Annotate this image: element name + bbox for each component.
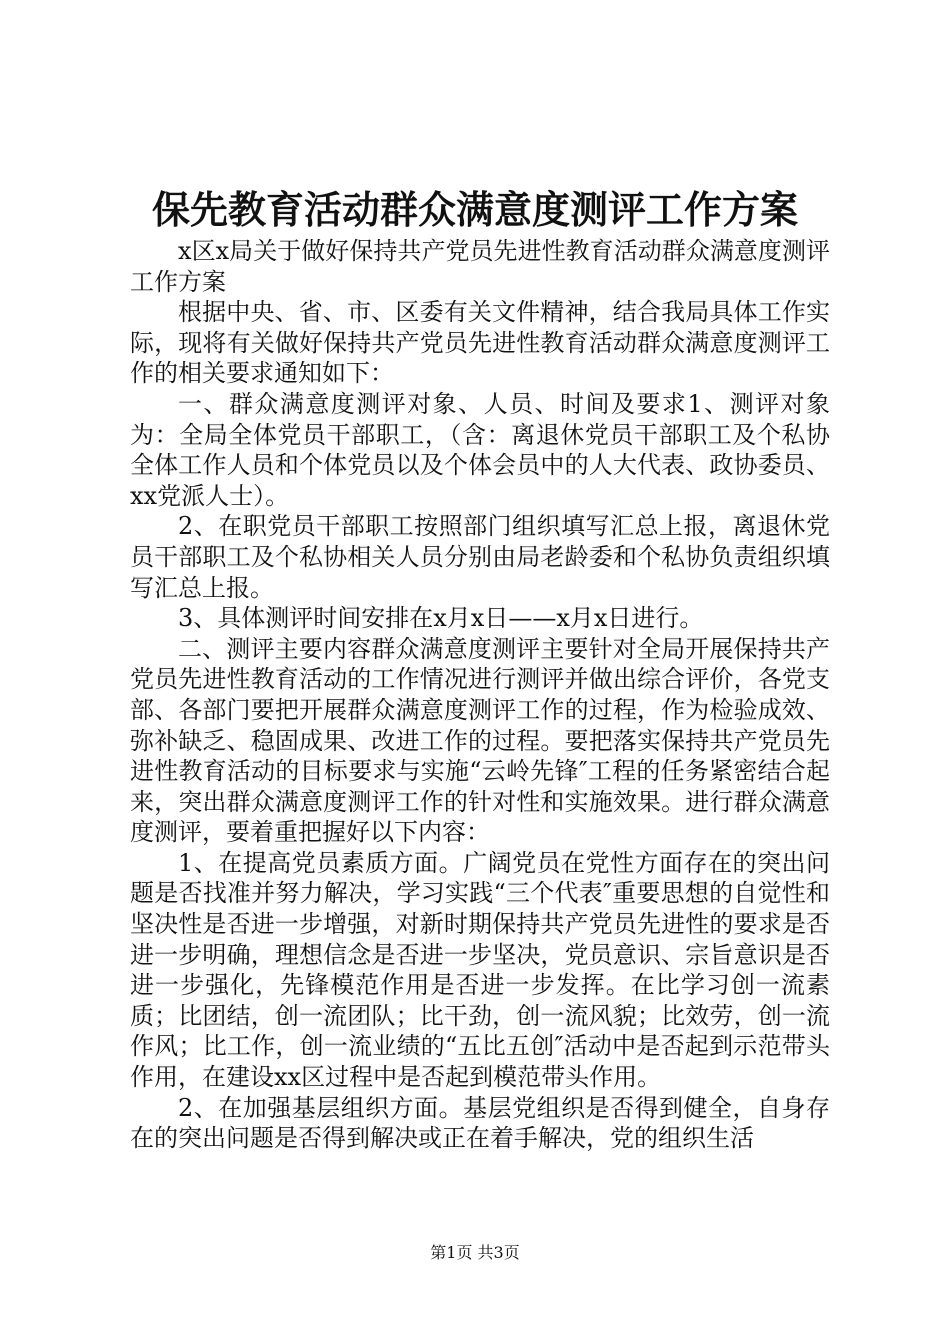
document-body [130,236,830,1154]
paragraph: 1、在提高党员素质方面。广阔党员在党性方面存在的突出问题是否找准并努力解决，学习实践“三个代表″重要思想的自觉性和坚决性是否进一步增强，对新时期保持共产党员先进性的要求是否进一步明确，理想信念是否进一步坚决，党员意识、宗旨意识是否进一步强化，先锋模范作用是否进一步发挥。在比学习创一流素质；比团结，创一流团队；比干劲，创一流风貌；比效劳，创一流作风；比工作，创一流业绩的“五比五创″活动中是否起到示范带头作用，在建设xx区过程中是否起到模范带头作用。 [130,848,830,1092]
page-footer: 第1页 共3页 [430,1243,520,1262]
paragraph: 根据中央、省、市、区委有关文件精神，结合我局具体工作实际，现将有关做好保持共产党员先进性教育活动群众满意度测评工作的相关要求通知如下： [130,298,830,388]
paragraph: 一、群众满意度测评对象、人员、时间及要求1、测评对象为：全局全体党员干部职工，（含：离退休党员干部职工及个私协全体工作人员和个体党员以及个体会员中的人大代表、政协委员、xx党派人士）。 [130,389,830,510]
document-title: 保先教育活动群众满意度测评工作方案 [151,187,798,232]
paragraph: 2、在加强基层组织方面。基层党组织是否得到健全，自身存在的突出问题是否得到解决或正在着手解决，党的组织生活 [130,1093,830,1153]
paragraph: 3、具体测评时间安排在x月x日——x月x日进行。 [178,604,704,633]
paragraph: 2、在职党员干部职工按照部门组织填写汇总上报，离退休党员干部职工及个私协相关人员分别由局老龄委和个私协负责组织填写汇总上报。 [130,512,830,602]
paragraph: 二、测评主要内容群众满意度测评主要针对全局开展保持共产党员先进性教育活动的工作情况进行测评并做出综合评价，各党支部、各部门要把开展群众满意度测评工作的过程，作为检验成效、弥补缺乏、稳固成果、改进工作的过程。要把落实保持共产党员先进性教育活动的目标要求与实施“云岭先锋″工程的任务紧密结合起来，突出群众满意度测评工作的针对性和实施效果。进行群众满意度测评，要着重把握好以下内容： [130,634,830,847]
paragraph: x区x局关于做好保持共产党员先进性教育活动群众满意度测评工作方案 [130,237,830,296]
